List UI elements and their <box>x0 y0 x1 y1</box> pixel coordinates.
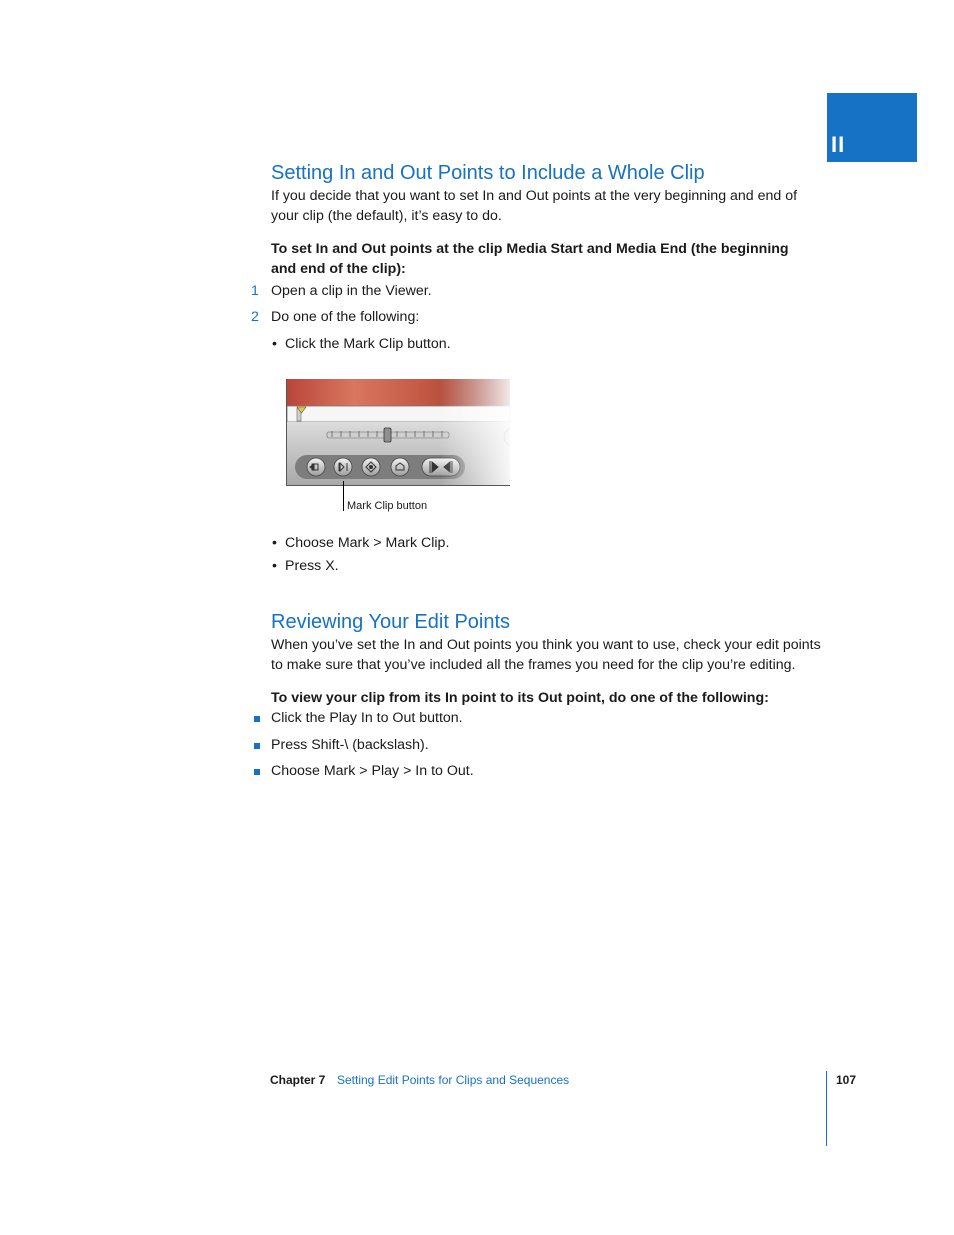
page-number: 107 <box>836 1073 857 1087</box>
list-item: Press Shift-\ (backslash). <box>271 737 429 753</box>
section-heading-reviewing: Reviewing Your Edit Points <box>271 611 511 633</box>
step-number: 2 <box>251 309 259 325</box>
bullet-text: Choose Mark > Mark Clip. <box>285 535 450 551</box>
viewer-controls-figure <box>286 379 510 486</box>
bullet-dot: • <box>272 336 277 352</box>
part-label: II <box>831 132 846 157</box>
task-heading: To view your clip from its In point to its Out point, do one of the following: <box>271 690 769 706</box>
bullet-text: Click the Mark Clip button. <box>285 336 451 352</box>
section2-intro-line2: to make sure that you’ve included all the frames you need for the clip you’re editing. <box>271 657 796 673</box>
square-bullet <box>254 716 260 722</box>
footer-chapter-title: Setting Edit Points for Clips and Sequences <box>337 1073 570 1087</box>
section2-intro-line1: When you’ve set the In and Out points you think you want to use, check your edit points <box>271 637 821 653</box>
figure-callout: Mark Clip button <box>347 500 428 512</box>
footer-chapter: Chapter 7 <box>270 1073 326 1087</box>
section1-intro-line2: your clip (the default), it’s easy to do. <box>271 208 502 224</box>
task-heading-line2: and end of the clip): <box>271 261 406 277</box>
section1-intro-line1: If you decide that you want to set In and Out points at the very beginning and end of <box>271 188 798 204</box>
list-item: Click the Play In to Out button. <box>271 710 463 726</box>
bullet-dot: • <box>272 558 277 574</box>
task-heading-line1: To set In and Out points at the clip Media Start and Media End (the beginning <box>271 241 789 257</box>
bullet-dot: • <box>272 535 277 551</box>
list-item: Choose Mark > Play > In to Out. <box>271 763 474 779</box>
step-text: Do one of the following: <box>271 309 420 325</box>
step-text: Open a clip in the Viewer. <box>271 283 432 299</box>
square-bullet <box>254 743 260 749</box>
step-number: 1 <box>251 283 259 299</box>
section-heading-whole-clip: Setting In and Out Points to Include a Whole Clip <box>271 162 705 184</box>
part-tab <box>827 93 917 162</box>
bullet-text: Press X. <box>285 558 339 574</box>
footer-divider <box>826 1071 827 1146</box>
viewer-controls-image <box>287 379 510 485</box>
square-bullet <box>254 769 260 775</box>
callout-leader-line <box>343 481 344 511</box>
